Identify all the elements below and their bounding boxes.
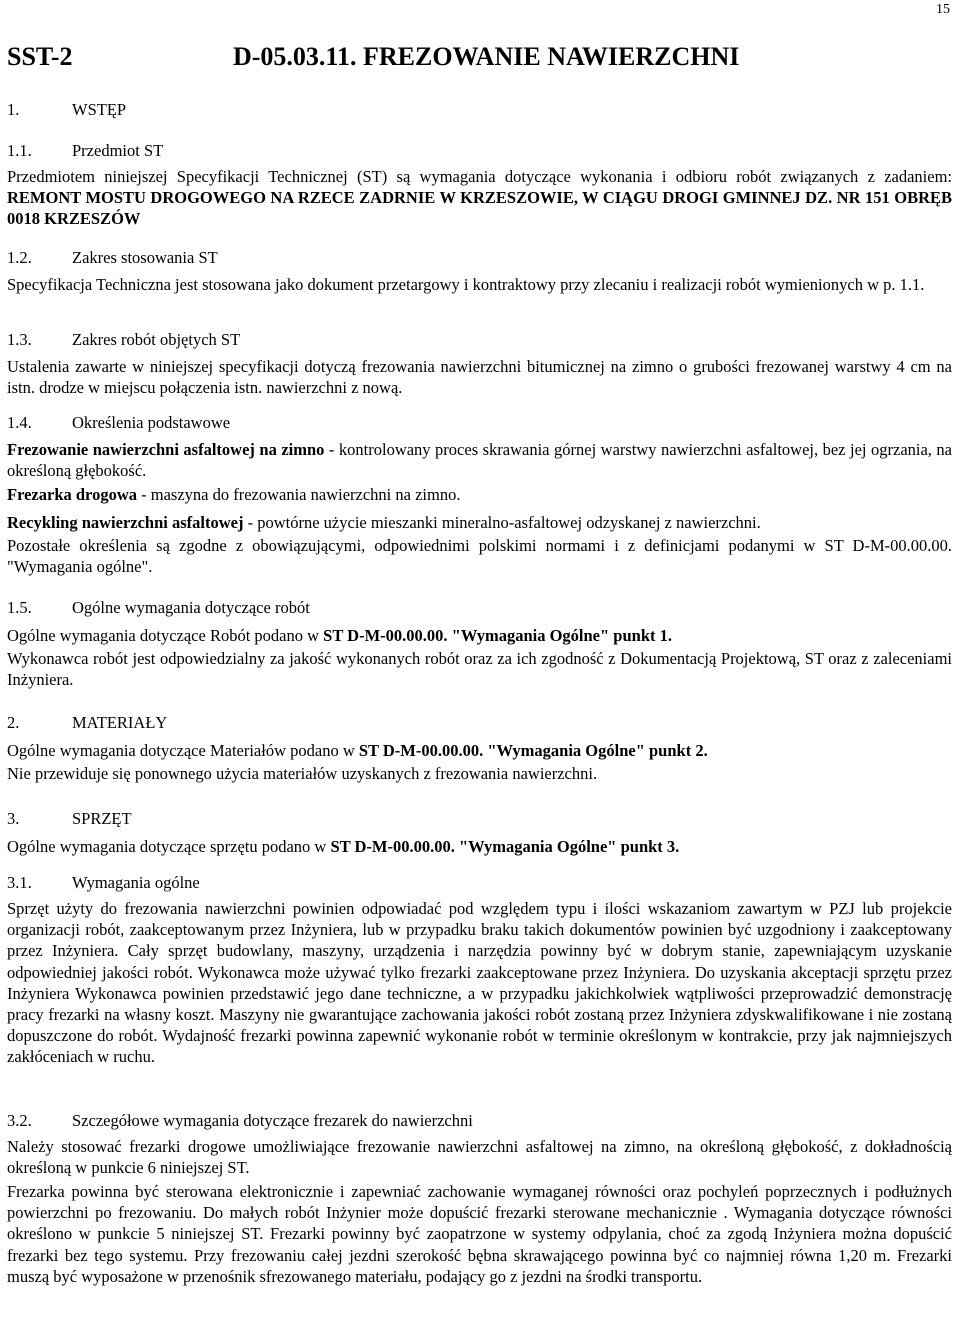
section-title: Określenia podstawowe bbox=[72, 413, 231, 432]
section-title: SPRZĘT bbox=[72, 809, 132, 828]
definition-term: Frezowanie nawierzchni asfaltowej na zimno bbox=[7, 440, 325, 459]
definition-term: Recykling nawierzchni asfaltowej bbox=[7, 513, 244, 532]
section-number: 2. bbox=[7, 713, 20, 732]
spec-title: D-05.03.11. FREZOWANIE NAWIERZCHNI bbox=[233, 42, 740, 71]
section-number: 1. bbox=[7, 100, 20, 119]
paragraph bbox=[7, 535, 952, 577]
spec-code: SST-2 bbox=[7, 42, 73, 71]
paragraph bbox=[7, 625, 952, 646]
paragraph bbox=[7, 740, 952, 761]
paragraph-text: Frezarka powinna być sterowana elektronicznie i zapewniać zachowanie wymaganej równości oraz pochyleń poprzecznych i podłużnych powierzchni po frezowaniu. Do małych robót Inżynier może dopuścić frezarki sterowane mechanicznie . Wymagania dotyczące równości określono w punkcie 5 niniejszej ST. Frezarki powinny być zaopatrzone w systemy odpylania, choć za zgodą Inżyniera można dopuścić frezarki bez tego systemu. Przy frezowaniu całej jezdni szerokość bębna skrawającego powinna być co najmniej równa 1,20 m. Frezarki muszą być wyposażone w przenośnik sfrezowanego materiału, podający go z jezdni na środki transportu. bbox=[7, 1182, 952, 1286]
definition bbox=[7, 484, 952, 505]
project-name: REMONT MOSTU DROGOWEGO NA RZECE ZADRNIE W KRZESZOWIE, W CIĄGU DROGI GMINNEJ DZ. NR 151 OBRĘB 0018 KRZESZÓW bbox=[7, 188, 952, 229]
section-title: MATERIAŁY bbox=[72, 713, 168, 732]
paragraph-text: Pozostałe określenia są zgodne z obowiązującymi, odpowiednimi polskimi normami i z definicjami podanymi w ST D-M-00.00.00. "Wymagania ogólne". bbox=[7, 536, 952, 577]
paragraph bbox=[7, 356, 952, 398]
paragraph bbox=[7, 1181, 952, 1287]
paragraph-text: Specyfikacja Techniczna jest stosowana jako dokument przetargowy i kontraktowy przy zlecaniu i realizacji robót wymienionych w p. 1.1. bbox=[7, 275, 925, 294]
section-title: Przedmiot ST bbox=[72, 141, 164, 160]
section-number: 1.4. bbox=[7, 413, 32, 432]
reference: ST D-M-00.00.00. "Wymagania Ogólne" punkt 3. bbox=[330, 837, 680, 856]
paragraph bbox=[7, 763, 952, 784]
paragraph-text: Wykonawca robót jest odpowiedzialny za jakość wykonanych robót oraz za ich zgodność z Dokumentacją Projektową, ST oraz z zaleceniami Inżyniera. bbox=[7, 649, 952, 690]
section-number: 3.1. bbox=[7, 873, 32, 892]
page-number: 15 bbox=[936, 2, 950, 17]
reference: ST D-M-00.00.00. "Wymagania Ogólne" punkt 1. bbox=[323, 626, 672, 645]
paragraph-text: Ogólne wymagania dotyczące Robót podano w bbox=[7, 626, 324, 645]
section-number: 3.2. bbox=[7, 1111, 32, 1130]
paragraph-text: Ustalenia zawarte w niniejszej specyfikacji dotyczą frezowania nawierzchni bitumicznej na zimno o grubości frezowanej warstwy 4 cm na istn. drodze w miejscu połączenia istn. nawierzchni z nową. bbox=[7, 357, 952, 398]
section-title: Ogólne wymagania dotyczące robót bbox=[72, 598, 310, 617]
section-title: Zakres robót objętych ST bbox=[72, 330, 241, 349]
section-number: 1.2. bbox=[7, 248, 32, 267]
paragraph bbox=[7, 898, 952, 1068]
section-title: Szczegółowe wymagania dotyczące frezarek do nawierzchni bbox=[72, 1111, 473, 1130]
definition-text: - powtórne użycie mieszanki mineralno-asfaltowej odzyskanej z nawierzchni. bbox=[243, 513, 761, 532]
definition bbox=[7, 512, 952, 533]
paragraph bbox=[7, 166, 952, 230]
paragraph-text: Należy stosować frezarki drogowe umożliwiające frezowanie nawierzchni asfaltowej na zimno, na określoną głębokość, z dokładnością określoną w punkcie 6 niniejszej ST. bbox=[7, 1137, 952, 1178]
section-title: Wymagania ogólne bbox=[72, 873, 200, 892]
paragraph bbox=[7, 1136, 952, 1178]
section-number: 1.1. bbox=[7, 141, 32, 160]
paragraph bbox=[7, 648, 952, 690]
paragraph-text: Sprzęt użyty do frezowania nawierzchni powinien odpowiadać pod względem typu i ilości wskazaniom zawartym w PZJ lub projekcie organizacji robót, zaakceptowanym przez Inżyniera, lub w przypadku braku takich dokumentów powinien być uzgodniony i zaakceptowany przez Inżyniera. Cały sprzęt budowlany, maszyny, urządzenia i narzędzia powinny być w dobrym stanie, zapewniającym uzyskanie odpowiedniej jakości robót. Wykonawca może używać tylko frezarki zaakceptowane przez Inżyniera. Do uzyskania akceptacji sprzętu przez Inżyniera Wykonawca powinien przedstawić jego dane techniczne, a w przypadku jakichkolwiek wątpliwości przeprowadzić demonstrację pracy frezarki na własny koszt. Maszyny nie gwarantujące zachowania jakości robót zostaną przez Inżyniera zdyskwalifikowane i nie zostaną dopuszczone do robót. Wydajność frezarki powinna zapewnić wykonanie robót w terminie określonym w kontrakcie, przy jak najmniejszych zakłóceniach w ruchu. bbox=[7, 899, 952, 1067]
paragraph-text: Ogólne wymagania dotyczące Materiałów podano w bbox=[7, 741, 359, 760]
paragraph bbox=[7, 274, 952, 295]
section-number: 1.5. bbox=[7, 598, 32, 617]
paragraph-text: Nie przewiduje się ponownego użycia materiałów uzyskanych z frezowania nawierzchni. bbox=[7, 764, 598, 783]
definition-term: Frezarka drogowa bbox=[7, 485, 137, 504]
definition-text: - kontrolowany proces skrawania górnej warstwy nawierzchni asfaltowej, bez jej ogrzania, na określoną głębokość. bbox=[7, 440, 952, 481]
paragraph-text: Ogólne wymagania dotyczące sprzętu podano w bbox=[7, 837, 331, 856]
reference: ST D-M-00.00.00. "Wymagania Ogólne" punkt 2. bbox=[358, 741, 708, 760]
section-title: Zakres stosowania ST bbox=[72, 248, 218, 267]
section-number: 3. bbox=[7, 809, 20, 828]
section-title: WSTĘP bbox=[72, 100, 127, 119]
paragraph bbox=[7, 836, 952, 857]
definition-text: - maszyna do frezowania nawierzchni na zimno. bbox=[137, 485, 461, 504]
paragraph-text: Przedmiotem niniejszej Specyfikacji Technicznej (ST) są wymagania dotyczące wykonania i odbioru robót związanych z zadaniem: bbox=[7, 167, 952, 186]
definition bbox=[7, 439, 952, 481]
section-number: 1.3. bbox=[7, 330, 32, 349]
